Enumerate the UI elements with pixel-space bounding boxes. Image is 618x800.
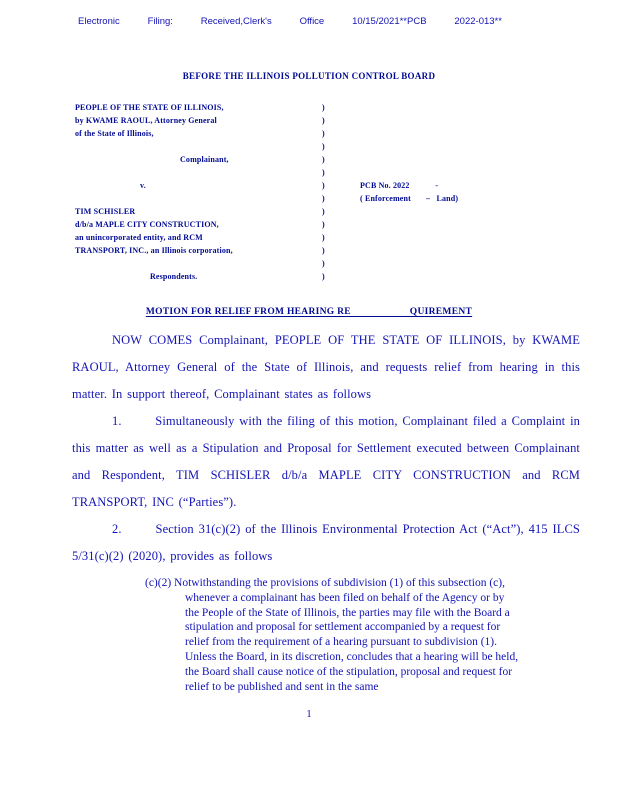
caption-paren: )	[322, 194, 325, 203]
efiling-stamp-word-electronic: Electronic	[78, 16, 120, 27]
caption-paren: )	[322, 220, 325, 229]
efiling-stamp-word-filing: Filing:	[147, 16, 173, 27]
caption-row	[75, 257, 618, 270]
caption-paren: )	[322, 272, 325, 281]
caption-left-text	[75, 192, 322, 205]
efiling-stamp-date: 10/15/2021**PCB	[352, 16, 427, 27]
caption-left-text: PEOPLE OF THE STATE OF ILLINOIS,	[75, 103, 224, 112]
statute-quote: (c)(2) Notwithstanding the provisions of subdivision (1) of this subsection (c), whenever a complainant has been filed on behalf of the Agency or by the People of the State of Illinois, the parties may file with the Board a stipulation and proposal for settlement accompanied by a request for relief from the requirement of a hearing pursuant to subdivision (1). Unless the Board, in its discretion, concludes that a hearing will be held, the Board shall cause notice of the stipulation, proposal and request for relief to be published and sent in the same	[145, 577, 519, 693]
caption-complainant-label: Complainant,	[180, 155, 229, 164]
efiling-stamp-word-received: Received,Clerk's	[200, 16, 272, 27]
caption-row	[75, 218, 618, 231]
caption-left-text: TRANSPORT, INC., an Illinois corporation,	[75, 246, 233, 255]
caption-row	[75, 205, 618, 218]
caption-paren: )	[322, 129, 325, 138]
caption-row	[75, 101, 618, 114]
caption-row	[75, 244, 618, 257]
efiling-stamp-docket: 2022-013**	[454, 16, 502, 27]
caption-paren: )	[322, 116, 325, 125]
caption-row	[75, 127, 618, 140]
caption-paren: )	[322, 207, 325, 216]
case-caption	[75, 101, 618, 283]
caption-row	[75, 192, 618, 205]
caption-left-text: TIM SCHISLER	[75, 207, 136, 216]
caption-paren: )	[322, 233, 325, 242]
caption-row	[75, 140, 618, 153]
caption-left-text: an unincorporated entity, and RCM	[75, 233, 203, 242]
caption-row	[75, 270, 618, 283]
caption-left-text: d/b/a MAPLE CITY CONSTRUCTION,	[75, 220, 219, 229]
caption-row	[75, 153, 618, 166]
caption-paren: )	[322, 142, 325, 151]
caption-left-text: of the State of Illinois,	[75, 129, 154, 138]
caption-left-text: by KWAME RAOUL, Attorney General	[75, 116, 217, 125]
caption-row	[75, 231, 618, 244]
caption-versus-label: v.	[140, 181, 146, 190]
document-body	[72, 327, 580, 694]
caption-docket-number: PCB No. 2022 -	[360, 181, 439, 190]
caption-left-text	[75, 166, 322, 179]
caption-case-type: ( Enforcement – Land)	[360, 194, 459, 203]
paragraph-1: 1. Simultaneously with the filing of this motion, Complainant filed a Complaint in this matter as well as a Stipulation and Proposal for Settlement executed between Complainant and Respondent, TIM SCHISLER d/b/a MAPLE CITY CONSTRUCTION and RCM TRANSPORT, INC (“Parties”).	[72, 414, 580, 509]
caption-paren: )	[322, 246, 325, 255]
caption-row	[75, 179, 618, 192]
page-number: 1	[306, 708, 312, 721]
caption-paren: )	[322, 155, 325, 164]
efiling-stamp	[78, 16, 502, 27]
caption-respondents-label: Respondents.	[150, 272, 198, 281]
caption-row	[75, 166, 618, 179]
intro-paragraph: NOW COMES Complainant, PEOPLE OF THE STATE OF ILLINOIS, by KWAME RAOUL, Attorney General of the State of Illinois, and requests relief from hearing in this matter. In support thereof, Complainant states as follows	[72, 333, 580, 401]
motion-title-text: MOTION FOR RELIEF FROM HEARING RE QUIREMENT	[145, 307, 473, 317]
motion-title	[0, 307, 618, 317]
paragraph-2: 2. Section 31(c)(2) of the Illinois Environmental Protection Act (“Act”), 415 ILCS 5/31(c)(2) (2020), provides as follows	[72, 522, 580, 563]
court-title: BEFORE THE ILLINOIS POLLUTION CONTROL BOARD	[182, 71, 436, 81]
efiling-stamp-word-office: Office	[299, 16, 325, 27]
caption-paren: )	[322, 259, 325, 268]
caption-left-text	[75, 140, 322, 153]
caption-paren: )	[322, 168, 325, 177]
caption-paren: )	[322, 103, 325, 112]
caption-row	[75, 114, 618, 127]
caption-paren: )	[322, 181, 325, 190]
caption-left-text	[75, 257, 322, 270]
